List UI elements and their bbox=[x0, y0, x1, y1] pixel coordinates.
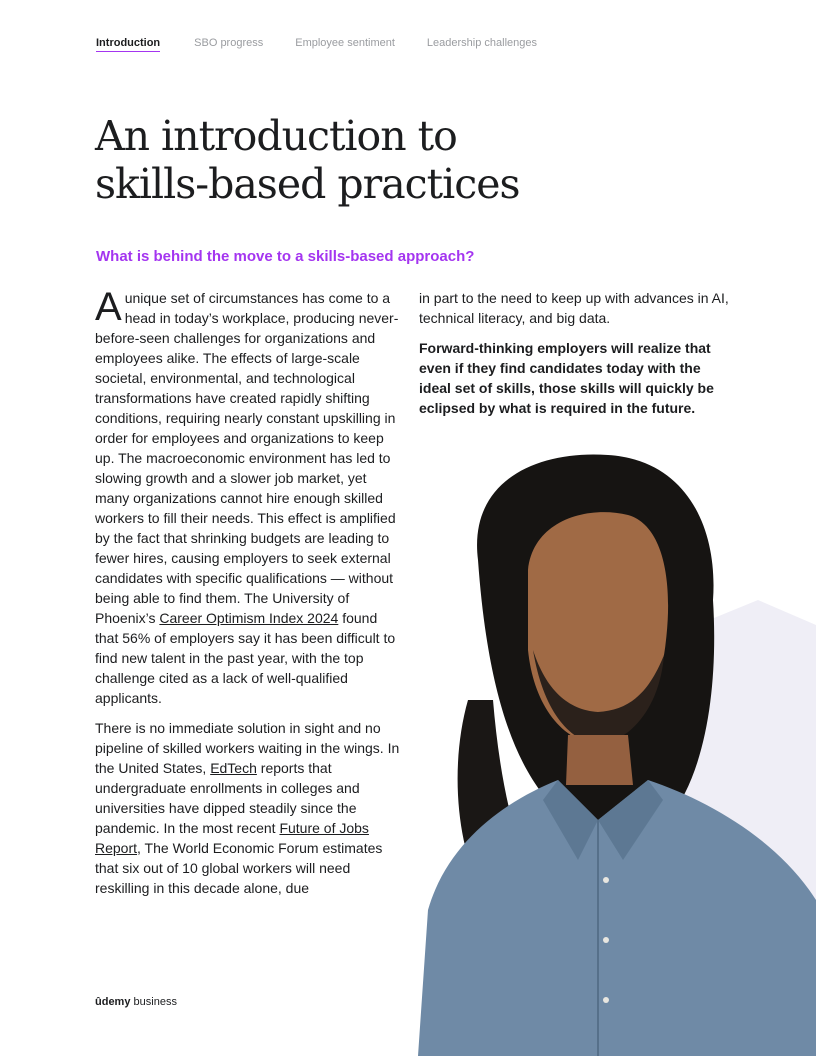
tab-sbo-progress[interactable]: SBO progress bbox=[194, 37, 264, 49]
future-of-jobs-report-link[interactable]: Future of Jobs Report bbox=[95, 820, 369, 856]
paragraph-4-callout: Forward-thinking employers will realize that even if they find candidates today with the ideal set of skills, those skills will quickly be eclipsed by what is required in the future. bbox=[419, 340, 714, 416]
body-column-left bbox=[95, 285, 400, 908]
udemy-business-logo bbox=[95, 996, 177, 1008]
career-optimism-index-link[interactable]: Career Optimism Index 2024 bbox=[159, 610, 339, 626]
tab-leadership-challenges[interactable]: Leadership challenges bbox=[426, 37, 538, 49]
tab-introduction[interactable]: Introduction bbox=[96, 37, 160, 52]
paragraph-2-text-a: There is no immediate solution in sight and no pipeline of skilled workers waiting in the wings. In the United States, bbox=[95, 720, 400, 776]
section-subheading: What is behind the move to a skills-based approach? bbox=[96, 248, 475, 265]
section-nav bbox=[96, 37, 537, 52]
drop-cap: A bbox=[95, 285, 122, 329]
logo-brand: ûdemy bbox=[95, 996, 131, 1008]
tab-employee-sentiment[interactable]: Employee sentiment bbox=[295, 37, 395, 49]
paragraph-1 bbox=[95, 285, 400, 708]
paragraph-2-text-b: reports that undergraduate enrollments in colleges and universities have dipped steadily since the pandemic. In the most recent bbox=[95, 760, 360, 836]
title-line-2: skills-based practices bbox=[95, 160, 520, 208]
paragraph-2-text-c: , The World Economic Forum estimates that six out of 10 global workers will need reskilling in this decade alone, due bbox=[95, 840, 383, 896]
paragraph-2 bbox=[95, 718, 400, 898]
page-title bbox=[95, 112, 615, 208]
paragraph-1-text-b: found that 56% of employers say it has been difficult to find new talent in the past year, with the top challenge cited as a lack of well-qualified applicants. bbox=[95, 610, 396, 706]
title-line-1: An introduction to bbox=[95, 112, 457, 160]
portrait-photo bbox=[418, 440, 816, 1056]
paragraph-3: in part to the need to keep up with advances in AI, technical literacy, and big data. bbox=[419, 290, 729, 326]
logo-suffix: business bbox=[130, 996, 177, 1008]
edtech-link[interactable]: EdTech bbox=[210, 760, 257, 776]
body-column-right bbox=[419, 288, 729, 428]
paragraph-1-text-a: unique set of circumstances has come to a head in today’s workplace, producing never-before-seen challenges for organizations and employees alike. The effects of large-scale societal, environmental, and technological transformations have created rapidly shifting conditions, requiring nearly constant upskilling in order for employees and organizations to keep up. The macroeconomic environment has led to slowing growth and a slower job market, yet many organizations cannot hire enough skilled workers to fill their needs. This effect is amplified by the fact that shrinking budgets are leading to fewer hires, causing employers to seek external candidates with specific qualifications — without being able to find them. The University of Phoenix’s bbox=[95, 290, 399, 626]
